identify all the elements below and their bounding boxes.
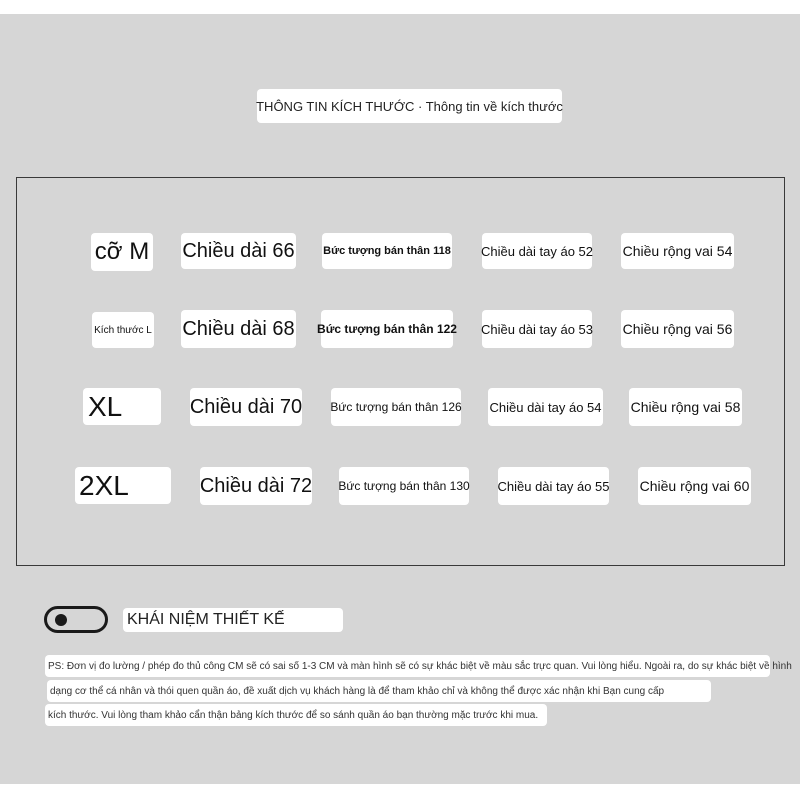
size-label-xl: XL: [83, 388, 161, 425]
shoulder-cell-m: Chiều rộng vai 54: [621, 233, 734, 269]
note-line-3: kích thước. Vui lòng tham khảo cẩn thận bảng kích thước để so sánh quần áo bạn thường mặc trước khi mua.: [45, 704, 547, 726]
toggle-switch-icon: [44, 606, 108, 633]
toggle-knob: [55, 614, 67, 626]
size-label-m: cỡ M: [91, 233, 153, 271]
sleeve-cell-xl: Chiều dài tay áo 54: [488, 388, 603, 426]
shoulder-cell-xl: Chiều rộng vai 58: [629, 388, 742, 426]
note-line-1: PS: Đơn vị đo lường / phép đo thủ công CM sẽ có sai số 1-3 CM và màn hình sẽ có sự khác biệt về màu sắc trực quan. Vui lòng hiểu. Ngoài ra, do sự khác biệt về hình: [45, 655, 770, 677]
bust-cell-xl: Bức tượng bán thân 126: [331, 388, 461, 426]
length-cell-2xl: Chiều dài 72: [200, 467, 312, 505]
shoulder-cell-l: Chiều rộng vai 56: [621, 310, 734, 348]
note-line-2: dạng cơ thể cá nhân và thói quen quần áo, đề xuất dịch vụ khách hàng là để tham khảo chỉ và không thể được xác nhận khi Bạn cung cấp: [47, 680, 711, 702]
size-label-2xl: 2XL: [75, 467, 171, 504]
bust-cell-m: Bức tượng bán thân 118: [322, 233, 452, 269]
bust-cell-l: Bức tượng bán thân 122: [321, 310, 453, 348]
bust-cell-2xl: Bức tượng bán thân 130: [339, 467, 469, 505]
shoulder-cell-2xl: Chiều rộng vai 60: [638, 467, 751, 505]
page-title: THÔNG TIN KÍCH THƯỚC · Thông tin về kích thước: [257, 89, 562, 123]
sleeve-cell-2xl: Chiều dài tay áo 55: [498, 467, 609, 505]
length-cell-xl: Chiều dài 70: [190, 388, 302, 426]
length-cell-m: Chiều dài 66: [181, 233, 296, 269]
design-concept-heading: KHÁI NIỆM THIẾT KẾ: [123, 608, 343, 632]
size-label-l: Kích thước L: [92, 312, 154, 348]
sleeve-cell-l: Chiều dài tay áo 53: [482, 310, 592, 348]
sleeve-cell-m: Chiều dài tay áo 52: [482, 233, 592, 269]
length-cell-l: Chiều dài 68: [181, 310, 296, 348]
